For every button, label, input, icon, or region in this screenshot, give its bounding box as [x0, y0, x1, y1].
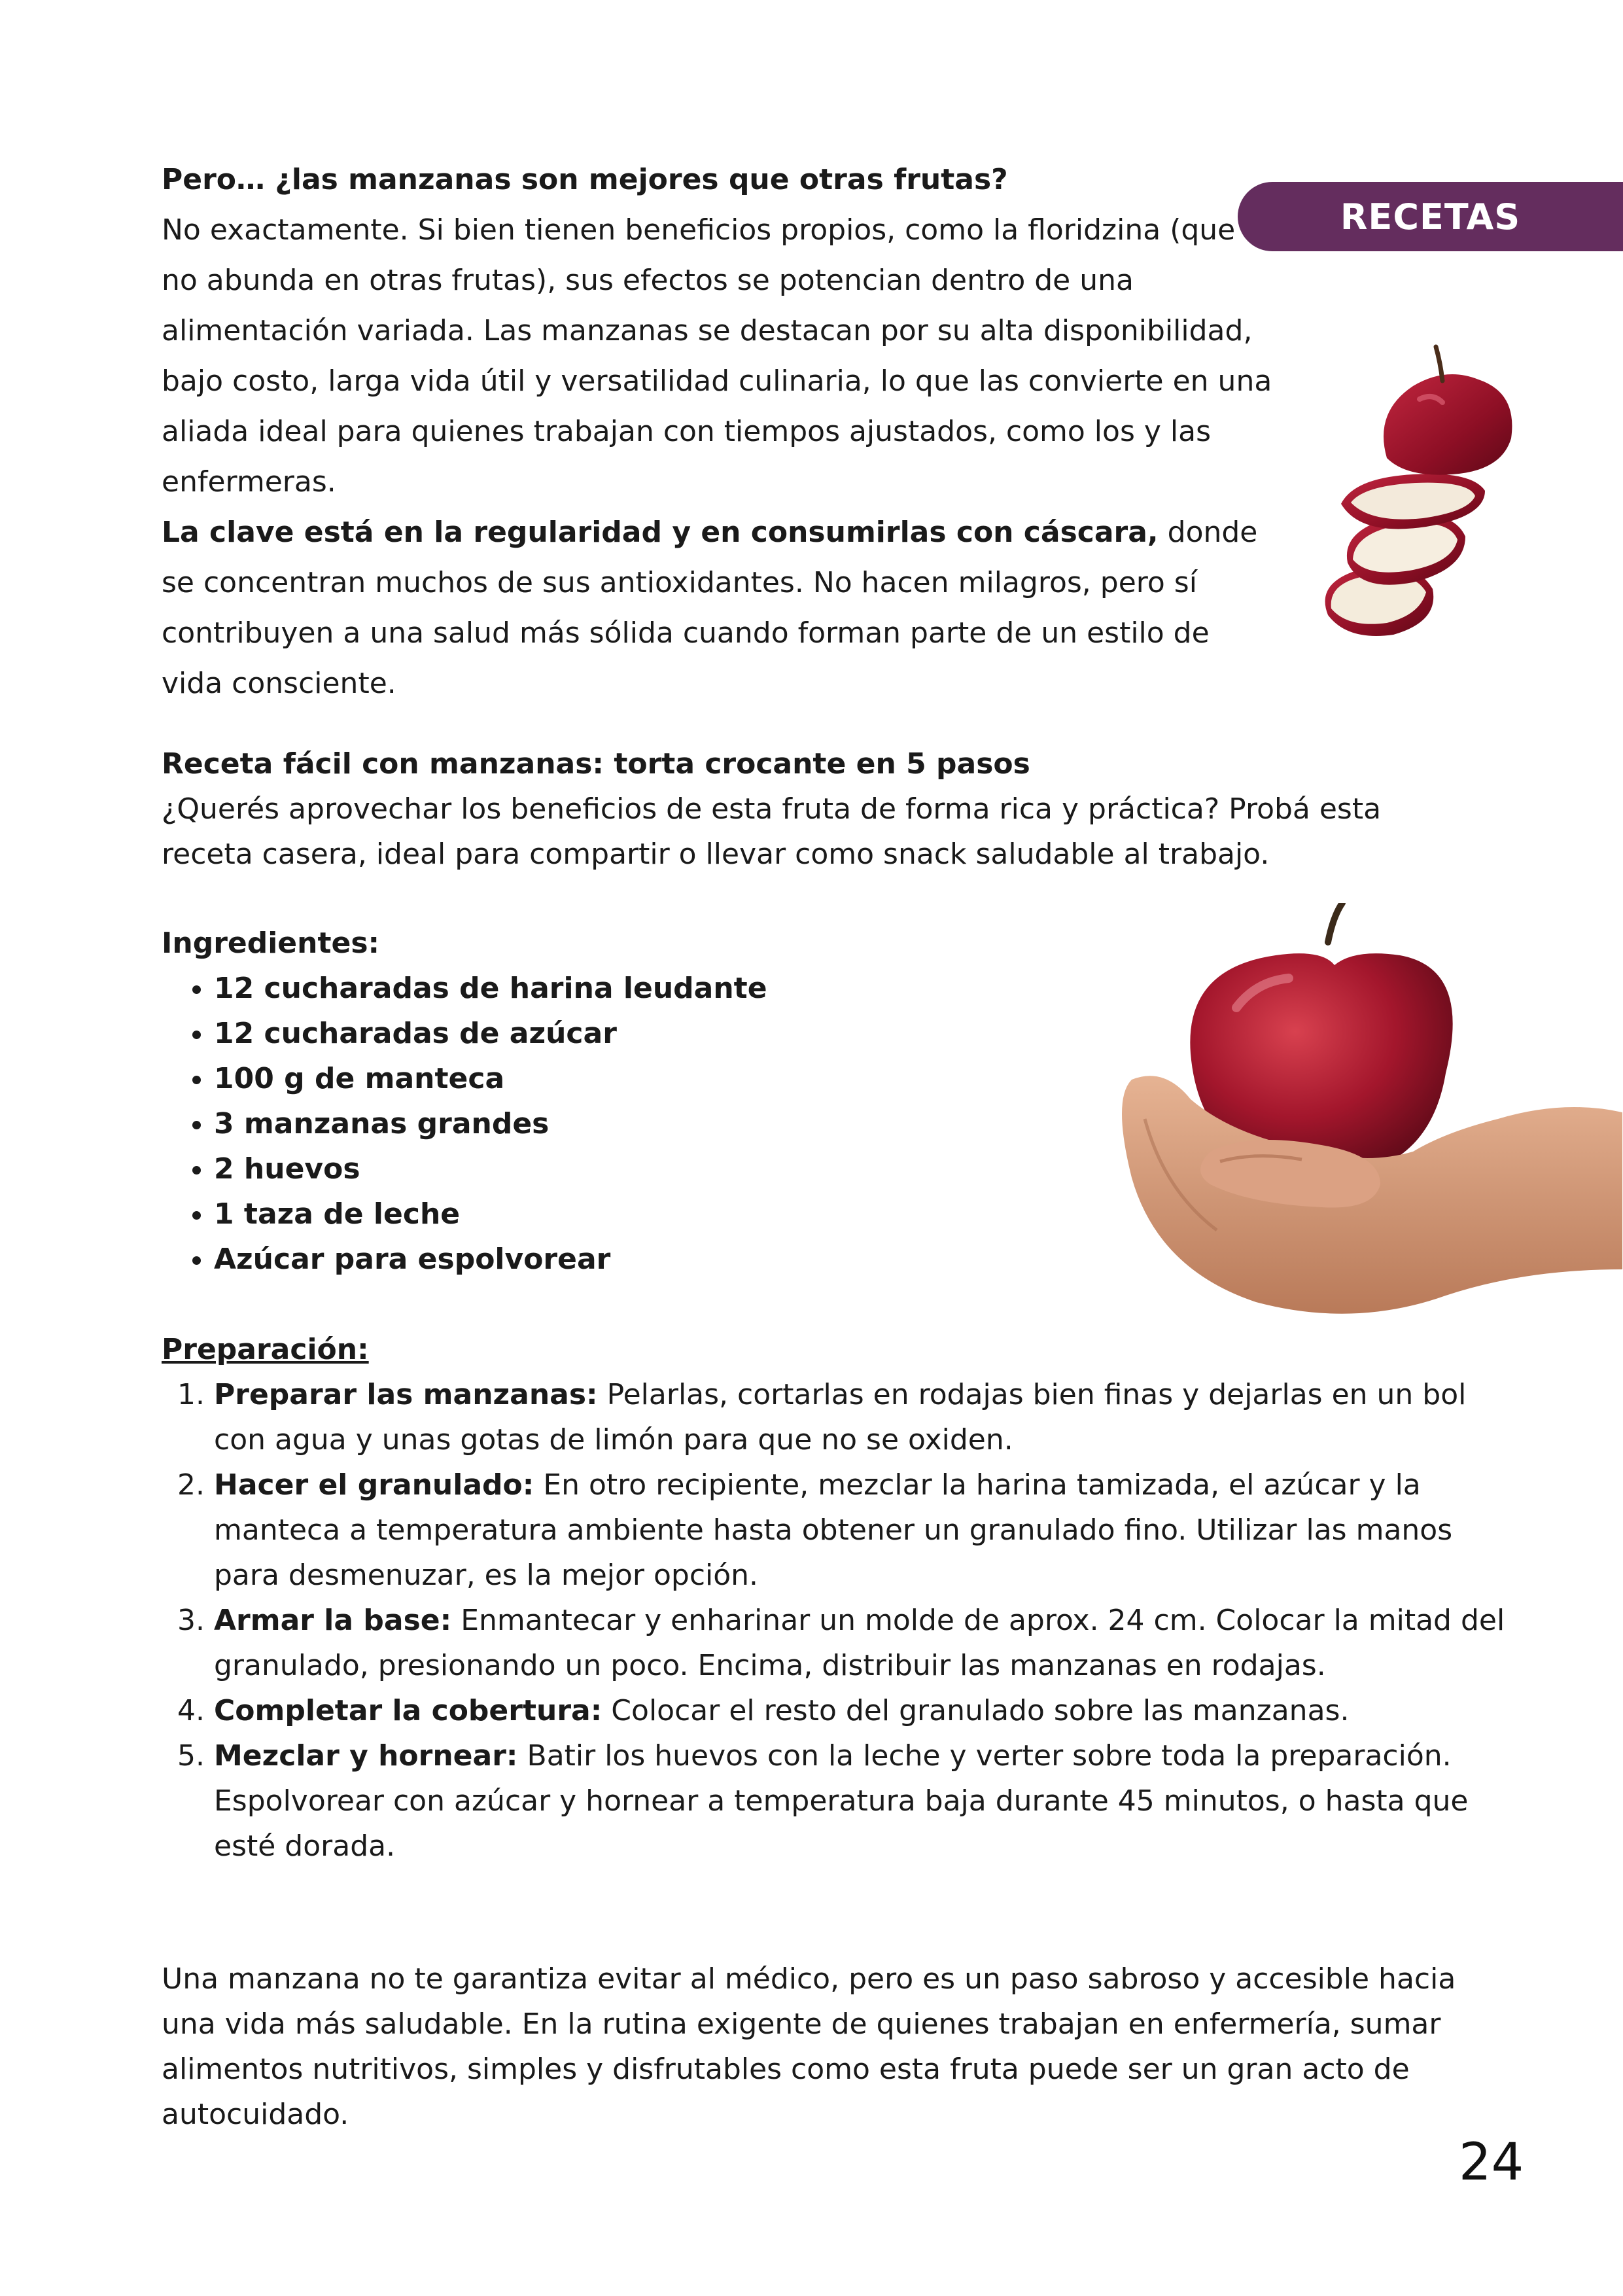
preparation-step	[214, 1462, 1522, 1598]
step-label: Completar la cobertura:	[214, 1694, 602, 1727]
step-label: Preparar las manzanas:	[214, 1378, 598, 1411]
recipe-heading: Receta fácil con manzanas: torta crocante en 5 pasos	[162, 747, 1030, 781]
key-point: La clave está en la regularidad y en consumirlas con cáscara,	[162, 516, 1159, 549]
key-point-rest: donde se concentran muchos de sus antioxidantes. No hacen milagros, pero sí contribuyen a una salud más sólida cuando forman parte de un estilo de vida consciente.	[162, 516, 1258, 700]
preparation-step	[214, 1372, 1522, 1462]
ingredient-item: • 2 huevos	[214, 1146, 767, 1192]
apple-in-hand-image	[1106, 903, 1622, 1348]
page-number: 24	[1459, 2133, 1524, 2192]
closing-paragraph: Una manzana no te garantiza evitar al médico, pero es un paso sabroso y accesible hacia una vida más saludable. En la rutina exigente de quienes trabajan en enfermería, sumar alimentos nutritivos, simples y disfrutables como esta fruta puede ser un gran acto de autocuidado.	[162, 1962, 1456, 2131]
step-label: Hacer el granulado:	[214, 1468, 534, 1502]
ingredient-item: • 12 cucharadas de azúcar	[214, 1011, 767, 1056]
preparation-step	[214, 1733, 1522, 1869]
benefits-paragraph: No exactamente. Si bien tienen beneficios propios, como la floridzina (que no abunda en otras frutas), sus efectos se potencian dentro de una alimentación variada. Las manzanas se destacan por su alta disponibilidad, bajo costo, larga vida útil y versatilidad culinaria, lo que las convierte en una aliada ideal para quienes trabajan con tiempos ajustados, como los y las enfermeras.	[162, 213, 1272, 499]
section-recipe-intro	[162, 741, 1444, 877]
step-label: Armar la base:	[214, 1604, 452, 1637]
preparation-steps	[162, 1372, 1522, 1869]
step-text: Pelarlas, cortarlas en rodajas bien finas y dejarlas en un bol con agua y unas gotas de limón para que no se oxiden.	[214, 1378, 1467, 1457]
preparation-title	[162, 1327, 1444, 1372]
sliced-apple-image	[1302, 340, 1544, 654]
preparation-step	[214, 1688, 1522, 1733]
ingredient-item: • 12 cucharadas de harina leudante	[214, 966, 767, 1011]
step-text: Colocar el resto del granulado sobre las manzanas.	[602, 1694, 1350, 1727]
ingredients-list	[162, 966, 767, 1282]
step-text: En otro recipiente, mezclar la harina tamizada, el azúcar y la manteca a temperatura ambiente hasta obtener un granulado fino. Utilizar las manos para desmenuzar, es la mejor opción.	[214, 1468, 1453, 1592]
benefits-heading: Pero… ¿las manzanas son mejores que otras frutas?	[162, 163, 1008, 196]
recipe-intro: ¿Querés aprovechar los beneficios de esta fruta de forma rica y práctica? Probá esta receta casera, ideal para compartir o llevar como snack saludable al trabajo.	[162, 792, 1382, 871]
ingredient-item: • Azúcar para espolvorear	[214, 1237, 767, 1282]
ingredient-item: • 3 manzanas grandes	[214, 1101, 767, 1146]
ingredients-title: Ingredientes:	[162, 927, 380, 960]
ingredient-item: • 100 g de manteca	[214, 1056, 767, 1101]
step-label: Mezclar y hornear:	[214, 1739, 518, 1773]
step-text: Enmantecar y enharinar un molde de aprox. 24 cm. Colocar la mitad del granulado, presionando un poco. Encima, distribuir las manzanas en rodajas.	[214, 1604, 1505, 1682]
preparation-title-text: Preparación:	[162, 1333, 369, 1366]
section-benefits	[162, 154, 1274, 709]
section-badge: RECETAS	[1238, 182, 1623, 251]
ingredient-item: • 1 taza de leche	[214, 1192, 767, 1237]
benefits-key-paragraph	[162, 507, 1274, 709]
step-text: Batir los huevos con la leche y verter sobre toda la preparación. Espolvorear con azúcar y hornear a temperatura baja durante 45 minutos, o hasta que esté dorada.	[214, 1739, 1469, 1863]
preparation-step	[214, 1598, 1522, 1688]
